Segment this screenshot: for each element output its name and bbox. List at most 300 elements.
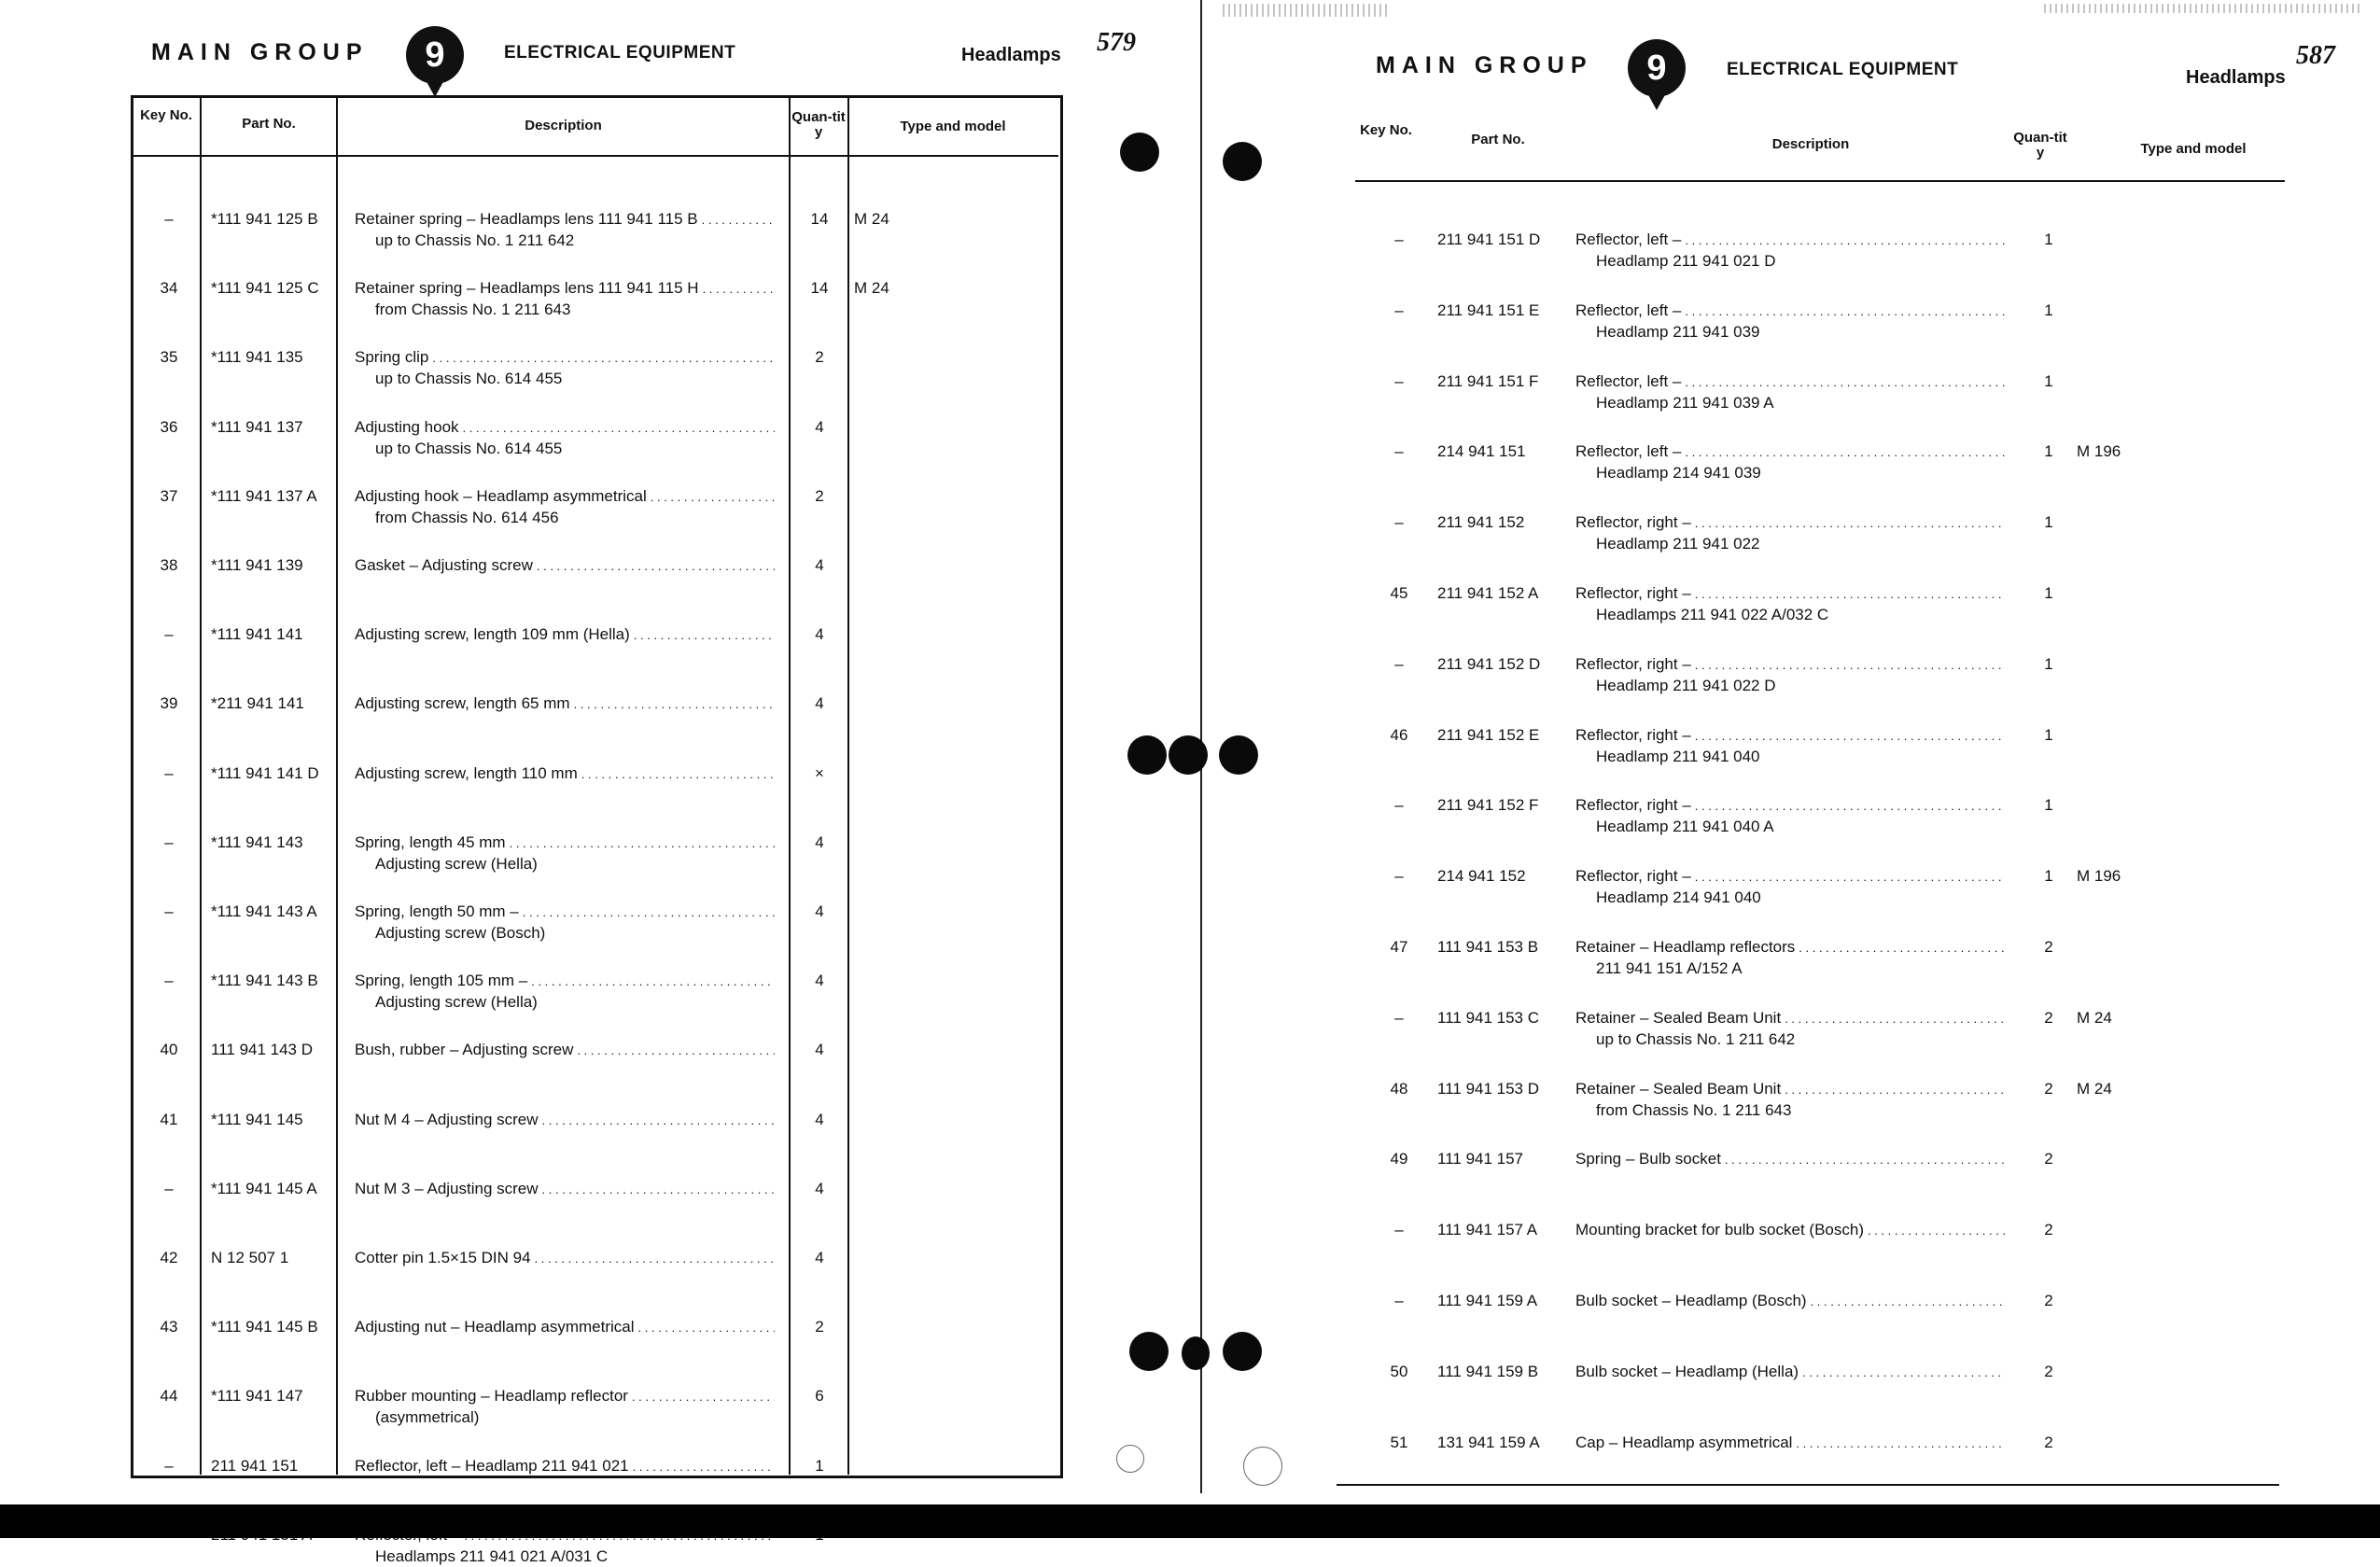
description-text: Rubber mounting – Headlamp reflector	[355, 1387, 628, 1406]
part-number: *111 941 137	[211, 417, 303, 436]
key-number: 41	[160, 1110, 178, 1128]
leader-dots	[632, 1386, 775, 1407]
description-line	[355, 1179, 775, 1200]
part-number: 214 941 152	[1437, 867, 1526, 886]
part-number: 111 941 159 B	[1437, 1362, 1539, 1380]
description	[1575, 937, 2005, 979]
leader-dots	[1785, 1079, 2005, 1100]
quantity: 6	[815, 1387, 824, 1406]
description-line	[1575, 230, 2005, 251]
leader-dots	[535, 1248, 775, 1269]
description	[1575, 512, 2005, 554]
leader-dots	[1695, 512, 2005, 534]
quantity: 4	[815, 902, 824, 920]
leader-dots	[1685, 371, 2005, 393]
description-line	[1575, 795, 2005, 817]
description-subtext: Adjusting screw (Hella)	[375, 993, 538, 1012]
key-number: 38	[160, 556, 178, 574]
group-number-badge	[1628, 39, 1686, 97]
key-number: –	[164, 210, 174, 228]
key-number: –	[164, 972, 174, 990]
quantity: 2	[2044, 1079, 2053, 1098]
part-number: *111 941 147	[211, 1387, 303, 1406]
col-divider	[200, 96, 202, 1475]
description	[355, 624, 775, 646]
leader-dots	[1811, 1291, 2005, 1312]
part-number: *211 941 141	[211, 694, 304, 713]
description-text: Reflector, left –	[1575, 371, 1682, 390]
description-line	[1575, 937, 2005, 958]
description-line	[355, 902, 775, 923]
description-text: Retainer – Sealed Beam Unit	[1575, 1079, 1782, 1098]
leader-dots	[1868, 1220, 2005, 1241]
description	[1575, 1008, 2005, 1050]
description-subtext: up to Chassis No. 1 211 642	[375, 231, 575, 249]
part-number: 111 941 153 B	[1437, 938, 1539, 956]
part-number: *111 941 145	[211, 1110, 303, 1128]
part-number: *111 941 145 B	[211, 1318, 318, 1336]
description	[1575, 1220, 2005, 1241]
description-line	[1575, 725, 2005, 747]
description-subtext: from Chassis No. 1 211 643	[1596, 1100, 1792, 1119]
type-model: M 24	[2077, 1008, 2112, 1027]
description-subtext: 211 941 151 A/152 A	[1596, 959, 1743, 977]
type-model: M 196	[2077, 867, 2121, 886]
part-number: *111 941 125 B	[211, 210, 318, 228]
part-number: N 12 507 1	[211, 1249, 289, 1266]
description-text: Spring, length 45 mm	[355, 832, 506, 851]
part-number: 211 941 152 F	[1437, 796, 1539, 815]
description-subtext: Headlamp 211 941 039	[1596, 322, 1760, 341]
leader-dots	[1695, 866, 2005, 888]
leader-dots	[523, 902, 775, 923]
part-number: 111 941 153 C	[1437, 1008, 1540, 1027]
col-header-key: Key No.	[1360, 122, 1412, 138]
leader-dots	[1725, 1149, 2005, 1170]
key-number: 51	[1390, 1433, 1408, 1451]
description-subtext: up to Chassis No. 614 455	[375, 370, 563, 388]
leader-dots	[651, 486, 775, 508]
part-number: *111 941 141	[211, 625, 303, 644]
description	[1575, 866, 2005, 908]
description-subtext: up to Chassis No. 1 211 642	[1596, 1029, 1796, 1048]
group-number: 9	[425, 35, 445, 75]
description-text: Adjusting screw, length 109 mm (Hella)	[355, 625, 630, 644]
quantity: 2	[815, 1318, 824, 1336]
description-line	[1575, 1079, 2005, 1100]
quantity: 4	[815, 417, 824, 436]
description-text: Reflector, right –	[1575, 584, 1691, 602]
description-subtext: Adjusting screw (Bosch)	[375, 924, 546, 942]
description-line	[1575, 441, 2005, 463]
col-header-part: Part No.	[1471, 132, 1525, 147]
quantity: 4	[815, 1179, 824, 1197]
description-line	[1575, 866, 2005, 888]
description-subtext: (asymmetrical)	[375, 1408, 480, 1427]
description-line	[1575, 1433, 2005, 1454]
binder-hole	[1120, 133, 1159, 172]
header-divider	[1355, 180, 2285, 182]
part-number: 211 941 151	[211, 1456, 299, 1475]
col-header-qty: Quan-tity	[2013, 130, 2067, 161]
description	[355, 555, 775, 577]
leader-dots	[1695, 795, 2005, 817]
description-line	[1575, 1291, 2005, 1312]
key-number: –	[1394, 1292, 1404, 1309]
description	[1575, 441, 2005, 483]
description	[355, 1317, 775, 1338]
col-header-part: Part No.	[242, 116, 296, 132]
description-line	[355, 971, 775, 992]
part-number: *111 941 125 C	[211, 279, 319, 298]
description	[355, 417, 775, 459]
description-text: Reflector, right –	[1575, 796, 1691, 815]
quantity: 2	[2044, 1150, 2053, 1168]
part-number: 111 941 157	[1437, 1150, 1524, 1168]
description-text: Reflector, right –	[1575, 513, 1691, 532]
part-number: 214 941 151	[1437, 442, 1526, 461]
description-text: Adjusting nut – Headlamp asymmetrical	[355, 1318, 635, 1336]
leader-dots	[1685, 441, 2005, 463]
key-number: –	[1394, 513, 1404, 532]
part-number: *111 941 143	[211, 832, 303, 851]
description-line	[1575, 1362, 2005, 1383]
description-subtext: Headlamps 211 941 022 A/032 C	[1596, 606, 1829, 623]
key-number: –	[164, 625, 174, 644]
bottom-rule	[1337, 1484, 2279, 1486]
description-text: Nut M 3 – Adjusting screw	[355, 1179, 539, 1197]
quantity: 14	[810, 210, 829, 228]
description-subtext: Headlamp 211 941 039 A	[1596, 393, 1774, 412]
leader-dots	[1799, 937, 2005, 958]
col-divider	[789, 96, 791, 1475]
key-number: 50	[1390, 1362, 1408, 1380]
binder-hole	[1169, 735, 1208, 775]
quantity: 2	[2044, 1433, 2053, 1451]
key-number: –	[1394, 654, 1404, 673]
key-number: –	[1394, 1221, 1404, 1239]
description	[355, 347, 775, 389]
description	[355, 1179, 775, 1200]
key-number: –	[1394, 442, 1404, 461]
quantity: 1	[2044, 867, 2053, 886]
description	[355, 832, 775, 874]
col-header-desc: Description	[1771, 136, 1850, 152]
right-page	[1204, 0, 2380, 1493]
quantity: 4	[815, 1249, 824, 1266]
key-number: 44	[160, 1387, 178, 1406]
key-number: 39	[160, 694, 178, 713]
leader-dots	[633, 1456, 775, 1477]
type-model: M 24	[2077, 1079, 2112, 1098]
description-text: Reflector, right –	[1575, 725, 1691, 744]
description-text: Spring, length 50 mm –	[355, 902, 519, 920]
description-text: Retainer – Sealed Beam Unit	[1575, 1008, 1782, 1027]
leader-dots	[432, 347, 775, 369]
description-line	[355, 1110, 775, 1131]
description-subtext: Headlamp 211 941 022 D	[1596, 676, 1776, 694]
description-line	[355, 1456, 775, 1477]
description-subtext: Headlamp 211 941 022	[1596, 535, 1760, 553]
description-line	[1575, 371, 2005, 393]
description-text: Adjusting hook	[355, 417, 459, 436]
description-line	[355, 555, 775, 577]
quantity: 4	[815, 832, 824, 851]
part-number: 111 941 153 D	[1437, 1079, 1540, 1098]
description	[1575, 1079, 2005, 1121]
description-text: Reflector, left –	[1575, 442, 1682, 461]
leader-dots	[702, 209, 775, 231]
type-model: M 196	[2077, 442, 2121, 461]
quantity: 1	[2044, 442, 2053, 461]
quantity: 1	[2044, 654, 2053, 673]
leader-dots	[1785, 1008, 2005, 1029]
scan-noise	[1223, 4, 1391, 17]
quantity: 2	[2044, 1008, 2053, 1027]
key-number: 35	[160, 348, 178, 367]
leader-dots	[542, 1110, 775, 1131]
description-line	[1575, 512, 2005, 534]
leader-dots	[1796, 1433, 2005, 1454]
key-number: 40	[160, 1041, 178, 1059]
description-subtext: Adjusting screw (Hella)	[375, 854, 538, 873]
description	[1575, 583, 2005, 625]
leader-dots	[510, 832, 775, 854]
quantity: 2	[2044, 1292, 2053, 1309]
part-number: 111 941 157 A	[1437, 1221, 1538, 1239]
part-number: 211 941 151 F	[1437, 371, 1539, 390]
description	[1575, 1362, 2005, 1383]
quantity: 2	[815, 348, 824, 367]
description	[1575, 230, 2005, 272]
description-line	[355, 1248, 775, 1269]
leader-dots	[1685, 301, 2005, 322]
description-line	[355, 486, 775, 508]
description-line	[355, 693, 775, 715]
description	[355, 278, 775, 320]
description-text: Nut M 4 – Adjusting screw	[355, 1110, 539, 1128]
part-number: *111 941 137 A	[211, 486, 317, 505]
quantity: 4	[815, 972, 824, 990]
quantity: 1	[2044, 584, 2053, 602]
page-number: 587	[2296, 41, 2335, 70]
description	[355, 902, 775, 944]
description-text: Reflector, right –	[1575, 867, 1691, 886]
key-number: –	[1394, 796, 1404, 815]
description-text: Retainer spring – Headlamps lens 111 941 115 B	[355, 210, 698, 228]
type-model: M 24	[854, 279, 889, 298]
leader-dots	[1802, 1362, 2005, 1383]
binder-hole	[1127, 735, 1167, 775]
binder-hole	[1129, 1332, 1169, 1371]
leader-dots	[581, 763, 775, 785]
description-subtext: up to Chassis No. 614 455	[375, 439, 563, 457]
key-number: 46	[1390, 725, 1408, 744]
description-subtext: Headlamp 211 941 040	[1596, 747, 1760, 765]
leader-dots	[703, 278, 775, 300]
col-header-qty: Quan-tity	[791, 109, 846, 140]
description-line	[355, 763, 775, 785]
leader-dots	[1695, 583, 2005, 605]
quantity: 2	[2044, 1362, 2053, 1380]
leader-dots	[1685, 230, 2005, 251]
section-title: ELECTRICAL EQUIPMENT	[504, 43, 736, 63]
description-line	[355, 209, 775, 231]
topic-title: Headlamps	[961, 45, 1061, 65]
description-text: Retainer – Headlamp reflectors	[1575, 938, 1796, 956]
key-number: –	[164, 763, 174, 782]
description-line	[1575, 1149, 2005, 1170]
description-line	[355, 417, 775, 439]
description-subtext: from Chassis No. 1 211 643	[375, 301, 571, 319]
description-text: Bulb socket – Headlamp (Hella)	[1575, 1362, 1799, 1380]
key-number: 37	[160, 486, 178, 505]
main-group-label: MAIN GROUP	[1376, 52, 1593, 78]
description	[1575, 725, 2005, 767]
quantity: 1	[2044, 513, 2053, 532]
description-text: Adjusting screw, length 65 mm	[355, 694, 570, 713]
key-number: –	[1394, 301, 1404, 319]
description-line	[355, 1317, 775, 1338]
quantity: 4	[815, 1041, 824, 1059]
description-text: Adjusting hook – Headlamp asymmetrical	[355, 486, 647, 505]
part-number: *111 941 135	[211, 348, 303, 367]
description-text: Reflector, right –	[1575, 654, 1691, 673]
key-number: –	[1394, 867, 1404, 886]
description-text: Spring, length 105 mm –	[355, 972, 528, 990]
quantity: 2	[2044, 938, 2053, 956]
key-number: 47	[1390, 938, 1408, 956]
description-line	[355, 347, 775, 369]
description	[1575, 371, 2005, 413]
description-text: Spring – Bulb socket	[1575, 1150, 1721, 1168]
leader-dots	[634, 624, 775, 646]
quantity: 1	[815, 1456, 824, 1475]
main-group-label: MAIN GROUP	[151, 39, 369, 65]
description	[355, 971, 775, 1013]
part-number: 131 941 159 A	[1437, 1433, 1540, 1451]
quantity: 1	[2044, 725, 2053, 744]
description	[355, 693, 775, 715]
quantity: 4	[815, 694, 824, 713]
quantity: 2	[2044, 1221, 2053, 1239]
description	[1575, 654, 2005, 696]
description-text: Cotter pin 1.5×15 DIN 94	[355, 1249, 531, 1266]
binder-hole-ring	[1116, 1445, 1144, 1473]
description-subtext: from Chassis No. 614 456	[375, 508, 559, 526]
topic-title: Headlamps	[2186, 67, 2286, 88]
description	[355, 209, 775, 251]
key-number: –	[164, 1179, 174, 1197]
col-header-type: Type and model	[2140, 141, 2247, 157]
key-number: –	[164, 902, 174, 920]
description-text: Adjusting screw, length 110 mm	[355, 763, 578, 782]
leader-dots	[531, 971, 775, 992]
key-number: 42	[160, 1249, 178, 1266]
key-number: –	[164, 832, 174, 851]
description-text: Cap – Headlamp asymmetrical	[1575, 1433, 1793, 1451]
part-number: 111 941 143 D	[211, 1041, 314, 1059]
quantity: 4	[815, 625, 824, 644]
description	[355, 1248, 775, 1269]
description-subtext: Headlamp 214 941 039	[1596, 464, 1761, 483]
key-number: –	[1394, 231, 1404, 248]
quantity: 2	[815, 486, 824, 505]
description	[1575, 301, 2005, 343]
quantity: ×	[815, 763, 824, 782]
description-line	[355, 624, 775, 646]
part-number: *111 941 141 D	[211, 763, 319, 782]
quantity: 1	[2044, 796, 2053, 815]
description-line	[355, 1040, 775, 1061]
col-divider	[847, 96, 849, 1475]
description-subtext: Headlamp 214 941 040	[1596, 888, 1761, 907]
leader-dots	[537, 555, 775, 577]
scan-noise	[2044, 4, 2361, 13]
description	[1575, 1433, 2005, 1454]
description-text: Bulb socket – Headlamp (Bosch)	[1575, 1292, 1807, 1309]
description-line	[1575, 1008, 2005, 1029]
part-number: 211 941 152 E	[1437, 725, 1540, 744]
description	[355, 486, 775, 528]
section-title: ELECTRICAL EQUIPMENT	[1727, 60, 1959, 79]
key-number: –	[164, 1456, 174, 1475]
description	[355, 1456, 775, 1477]
key-number: 36	[160, 417, 178, 436]
description-line	[1575, 301, 2005, 322]
description-subtext: Headlamp 211 941 040 A	[1596, 818, 1774, 836]
description	[1575, 795, 2005, 837]
leader-dots	[1695, 725, 2005, 747]
leader-dots	[1695, 654, 2005, 676]
key-number: 34	[160, 279, 178, 298]
description-text: Reflector, left –	[1575, 301, 1682, 319]
description-line	[355, 1386, 775, 1407]
leader-dots	[574, 693, 775, 715]
key-number: –	[1394, 1008, 1404, 1027]
type-model: M 24	[854, 210, 889, 228]
part-number: 211 941 152 A	[1437, 584, 1539, 602]
description	[1575, 1149, 2005, 1170]
description-text: Gasket – Adjusting screw	[355, 556, 533, 574]
description-line	[355, 278, 775, 300]
description-subtext: Headlamp 211 941 021 D	[1596, 252, 1776, 270]
col-header-key: Key No.	[140, 107, 192, 123]
col-header-desc: Description	[525, 118, 602, 133]
part-number: 211 941 151 D	[1437, 231, 1541, 248]
description	[355, 1110, 775, 1131]
col-header-type: Type and model	[900, 119, 1006, 134]
leader-dots	[542, 1179, 775, 1200]
leader-dots	[638, 1317, 775, 1338]
leader-dots	[463, 417, 775, 439]
key-number: –	[1394, 371, 1404, 390]
quantity: 14	[810, 279, 829, 298]
description-text: Mounting bracket for bulb socket (Bosch)	[1575, 1221, 1864, 1239]
description	[355, 1386, 775, 1428]
part-number: *111 941 145 A	[211, 1179, 317, 1197]
description-text: Spring clip	[355, 348, 429, 367]
quantity: 1	[2044, 301, 2053, 319]
key-number: 43	[160, 1318, 178, 1336]
description	[1575, 1291, 2005, 1312]
description-line	[1575, 583, 2005, 605]
page-number: 579	[1097, 28, 1136, 57]
part-number: 211 941 152 D	[1437, 654, 1541, 673]
part-number: 211 941 152	[1437, 513, 1525, 532]
description-line	[1575, 1220, 2005, 1241]
description-text: Bush, rubber – Adjusting screw	[355, 1041, 574, 1059]
